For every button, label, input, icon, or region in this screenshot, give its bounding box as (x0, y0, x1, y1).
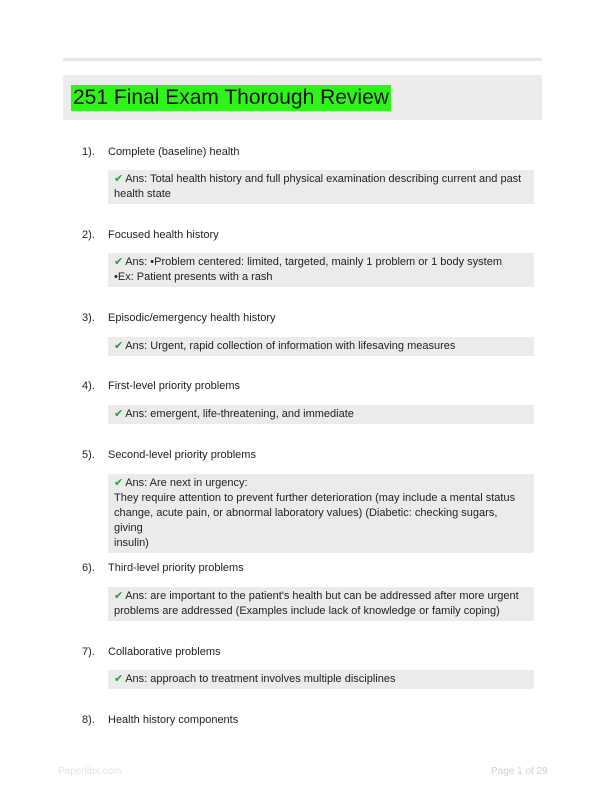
item-number: 2). (82, 229, 95, 241)
check-icon: ✔ (114, 256, 124, 268)
answer-box (108, 405, 534, 424)
question-text: Complete (baseline) health (108, 146, 240, 158)
answer-line: Ans: approach to treatment involves multiple disciplines (125, 673, 396, 685)
answer-box (108, 170, 534, 204)
page-number: Page 1 of 29 (491, 766, 548, 777)
answer-line: •Ex: Patient presents with a rash (114, 271, 273, 283)
top-divider (63, 58, 542, 61)
question-text: Focused health history (108, 229, 219, 241)
check-icon: ✔ (114, 590, 124, 602)
answer-line: Ans: •Problem centered: limited, targeted, mainly 1 problem or 1 body system (125, 256, 503, 268)
check-icon: ✔ (114, 673, 124, 685)
answer-box (108, 253, 534, 287)
answer-box (108, 337, 534, 356)
item-number: 1). (82, 146, 95, 158)
question-text: First-level priority problems (108, 380, 241, 392)
page-title: 251 Final Exam Thorough Review (73, 86, 389, 109)
question-text: Episodic/emergency health history (108, 312, 276, 324)
answer-line: Ans: Total health history and full physical examination describing current and past (125, 173, 522, 185)
answer-line: insulin) (114, 537, 149, 549)
item-number: 4). (82, 380, 95, 392)
answer-line: They require attention to prevent further deterioration (may include a mental status (114, 492, 516, 504)
check-icon: ✔ (114, 477, 124, 489)
answer-line: Ans: emergent, life-threatening, and immediate (125, 408, 354, 420)
answer-line: problems are addressed (Examples include lack of knowledge or family coping) (114, 605, 500, 617)
item-number: 7). (82, 646, 95, 658)
question-text: Collaborative problems (108, 646, 221, 658)
answer-box (108, 474, 534, 553)
check-icon: ✔ (114, 408, 124, 420)
item-number: 8). (82, 714, 95, 726)
question-text: Second-level priority problems (108, 449, 256, 461)
answer-line: Ans: are important to the patient's health but can be addressed after more urgent (125, 590, 519, 602)
question-text: Third-level priority problems (108, 562, 244, 574)
answer-box (108, 587, 534, 621)
footer-site-watermark: Paperlibx.com (58, 766, 122, 777)
question-text: Health history components (108, 714, 239, 726)
answer-line: Ans: Urgent, rapid collection of information with lifesaving measures (125, 340, 456, 352)
answer-box (108, 670, 534, 689)
answer-line: Ans: Are next in urgency: (125, 477, 248, 489)
answer-line: change, acute pain, or abnormal laboratory values) (Diabetic: checking sugars, giving (114, 507, 498, 534)
answer-line: health state (114, 188, 171, 200)
check-icon: ✔ (114, 340, 124, 352)
title-bar (63, 75, 542, 120)
item-number: 5). (82, 449, 95, 461)
item-number: 3). (82, 312, 95, 324)
check-icon: ✔ (114, 173, 124, 185)
item-number: 6). (82, 562, 95, 574)
